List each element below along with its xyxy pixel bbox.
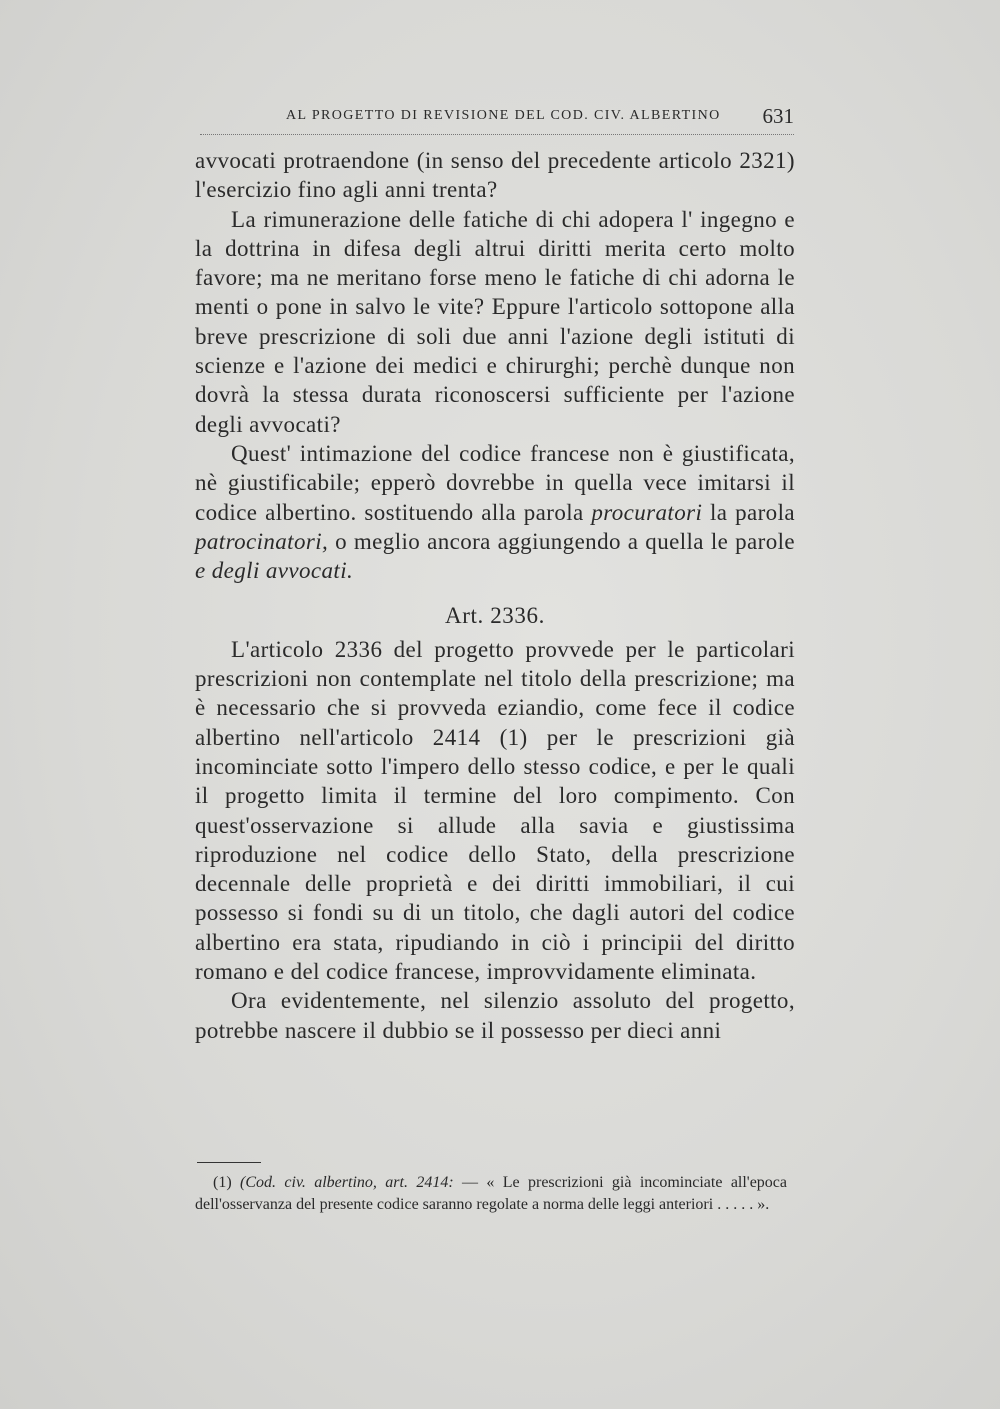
paragraph-3: [195, 439, 795, 585]
footnote: [195, 1172, 787, 1216]
italic-degli-avvocati: e degli avvocati.: [195, 558, 354, 584]
body-text: [195, 146, 795, 1045]
running-head: AL PROGETTO DI REVISIONE DEL COD. CIV. ALBERTINO: [286, 108, 721, 123]
paragraph-3-text-a: Quest' intimazione del codice francese non è giustificata, nè giustificabile; epperò dovrebbe in quella vece imitarsi il codice albertino. sostituendo alla parola: [195, 440, 795, 525]
italic-procuratori: procuratori: [591, 499, 703, 525]
footnote-text: — « Le prescrizioni già incominciate all'epoca dell'osservanza del presente codice saranno regolate a norma delle leggi anteriori . . . . . ».: [195, 1174, 787, 1213]
footnote-citation: (Cod. civ. albertino, art. 2414:: [240, 1174, 454, 1191]
paragraph-1: avvocati protraendone (in senso del precedente articolo 2321) l'esercizio fino agli anni trenta?: [195, 148, 795, 203]
paragraph-3-text-c: o meglio ancora aggiungendo a quella le parole: [328, 528, 795, 554]
italic-patrocinatori: patrocinatori,: [195, 528, 329, 554]
article-heading: Art. 2336.: [445, 603, 545, 629]
footnote-marker: (1): [213, 1174, 232, 1191]
paragraph-5: Ora evidentemente, nel silenzio assoluto del progetto, potrebbe nascere il dubbio se il possesso per dieci anni: [195, 988, 795, 1043]
footnote-rule: [197, 1162, 261, 1163]
page-header: [200, 104, 794, 132]
header-rule: [200, 134, 794, 135]
paragraph-3-text-b: la parola: [702, 499, 795, 525]
paragraph-2: La rimunerazione delle fatiche di chi adopera l' ingegno e la dottrina in difesa degli altrui diritti merita certo molto favore; ma ne meritano forse meno le fatiche di chi adorna le menti o pone in salvo le vite? Eppure l'articolo sottopone alla breve prescrizione di soli due anni l'azione degli istituti di scienze e l'azione dei medici e chirurghi; perchè dunque non dovrà la stessa durata riconoscersi sufficiente per l'azione degli avvocati?: [195, 206, 795, 437]
paragraph-4: L'articolo 2336 del progetto provvede per le particolari prescrizioni non contemplate nel titolo della prescrizione; ma è necessario che si provveda eziandio, come fece il codice albertino nell'articolo 2414 (1) per le prescrizioni già incominciate sotto l'impero dello stesso codice, e per le quali il progetto limita il termine del loro compimento. Con quest'osservazione si allude alla savia e giustissima riproduzione nel codice dello Stato, della prescrizione decennale delle proprietà e dei diritti immobiliari, il cui possesso si fondi su di un titolo, che dagli autori del codice albertino era stata, ripudiando in ciò i principii del diritto romano e del codice francese, improvvidamente eliminata.: [195, 636, 795, 985]
page-number: 631: [762, 104, 794, 128]
